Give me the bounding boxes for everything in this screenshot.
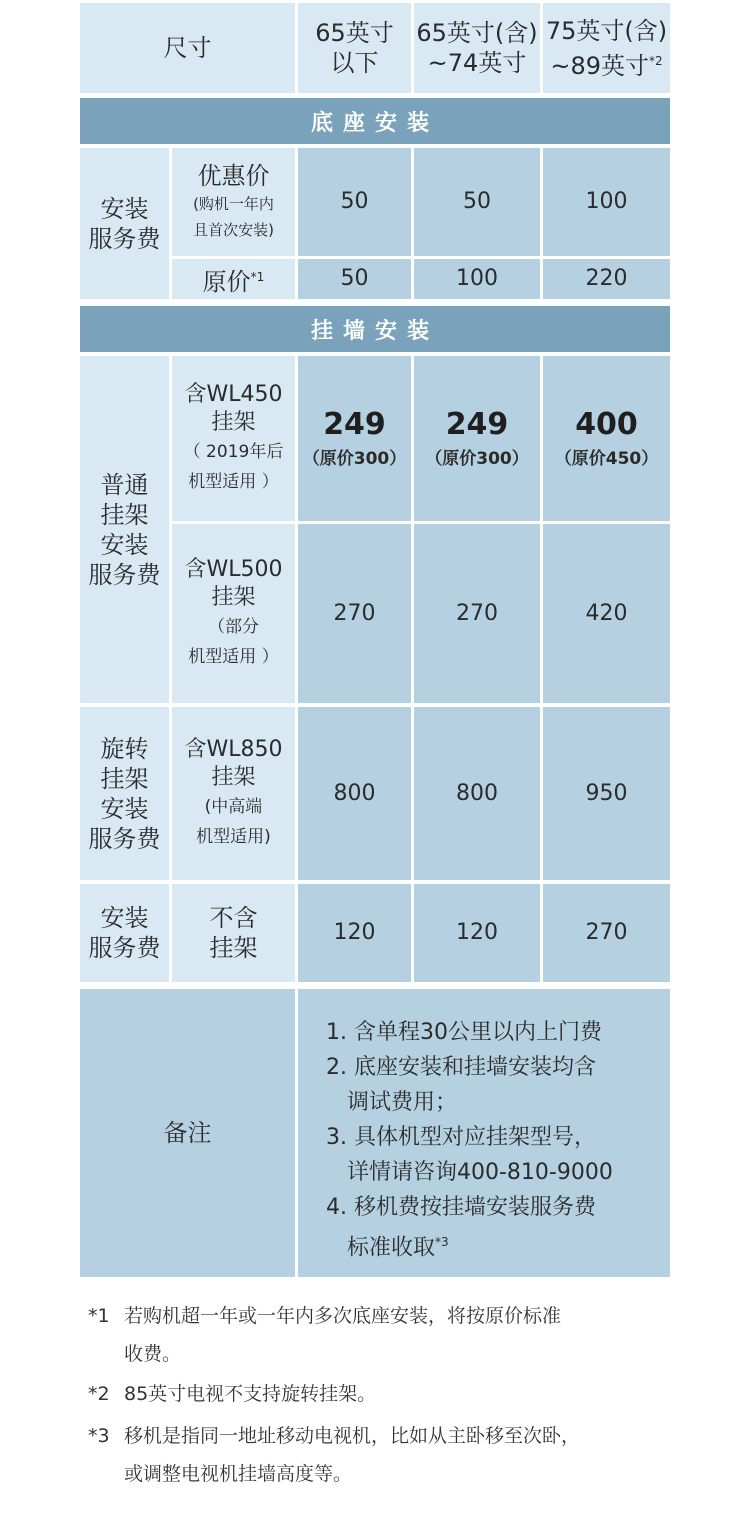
normal-label-line: 服务费: [88, 560, 161, 589]
header-col-3-line-2: [550, 46, 662, 81]
noframe-price-value: 120: [456, 920, 498, 945]
remark-line: 4. 移机费按挂墙安装服务费: [326, 1195, 596, 1220]
wl450-label-line-1: 含WL450: [184, 381, 283, 407]
wl850-note-line-2: 机型适用): [196, 826, 271, 847]
wl450-label-cell: [172, 356, 295, 521]
base-section-title: [80, 98, 670, 144]
promo-price-col-2: [414, 148, 540, 256]
wl850-price-value: 950: [585, 780, 628, 806]
orig-price-col-1: [298, 259, 411, 299]
promo-price-value: 100: [585, 189, 628, 214]
promo-price-value: 50: [340, 189, 369, 214]
remark-line: 1. 含单程30公里以内上门费: [326, 1020, 602, 1045]
promo-price-col-1: [298, 148, 411, 256]
noframe-label-line-1: 不含: [209, 904, 258, 932]
noframe-label-line-2: 挂架: [209, 934, 258, 962]
promo-label: 优惠价: [197, 162, 270, 190]
wl500-label-cell: [172, 524, 295, 703]
header-col-3-line-1: 75英寸(含): [545, 16, 668, 45]
noframe-service-line-2: 服务费: [88, 934, 161, 962]
rotate-label-line: 旋转: [100, 734, 149, 763]
wl850-label-line-2: 挂架: [211, 764, 256, 790]
orig-label: 原价: [202, 267, 251, 296]
rotate-bracket-label: [80, 707, 169, 880]
footnote-2-line-1: [88, 1375, 376, 1413]
remark-line-text: 标准收取: [347, 1235, 436, 1261]
normal-bracket-label: [80, 356, 169, 703]
wl450-note-line-2: 机型适用 ）: [188, 471, 279, 492]
wl450-orig-price: （原价300）: [425, 448, 529, 469]
promo-note-line-1: (购机一年内: [193, 195, 274, 213]
wl450-price-col-1: [298, 356, 411, 521]
normal-label-line: 普通: [100, 470, 149, 499]
wl450-promo-price: 400: [575, 406, 638, 442]
wl500-label-line-1: 含WL500: [184, 556, 283, 582]
wl850-price-col-1: [298, 707, 411, 880]
footnote-1-line-2: 收费。: [124, 1343, 182, 1365]
footnote-3-text: 移机是指同一地址移动电视机，比如从主卧移至次卧，: [124, 1425, 581, 1447]
wl450-orig-price: （原价450）: [554, 448, 659, 469]
header-col-1-line-1: 65英寸: [315, 19, 394, 47]
noframe-price-value: 120: [333, 920, 376, 945]
header-col-2-line-1: 65英寸(含): [416, 19, 538, 47]
wl500-price-col-1: [298, 524, 411, 703]
size-label: 尺寸: [163, 34, 212, 62]
orig-label-cell: [172, 259, 295, 299]
wl850-label-line-1: 含WL850: [184, 736, 283, 762]
footnote-3-mark: *3: [88, 1425, 110, 1447]
remark-line: 详情请咨询400-810-9000: [347, 1160, 613, 1185]
footnote-1: [88, 1297, 561, 1373]
remark-line: 2. 底座安装和挂墙安装均含: [326, 1055, 596, 1080]
wl450-orig-price: （原价300）: [302, 448, 407, 469]
wl500-price-col-2: [414, 524, 540, 703]
remark-line: 调试费用；: [347, 1090, 458, 1115]
footnote-3-line-1: [88, 1417, 580, 1455]
header-size-cell: [80, 3, 295, 93]
promo-price-value: 50: [463, 189, 491, 214]
noframe-service-line-1: 安装: [100, 904, 149, 932]
header-col-2-line-2: ~74英寸: [427, 49, 527, 77]
wl450-promo-price: 249: [323, 406, 386, 442]
rotate-label-line: 挂架: [100, 764, 149, 793]
remarks-label-cell: [80, 989, 295, 1277]
promo-label-cell: [172, 148, 295, 256]
wl500-price-value: 420: [585, 600, 628, 626]
orig-price-value: 100: [456, 266, 498, 291]
wl450-note-line-1: （ 2019年后: [183, 441, 284, 462]
promo-note-line-2: 且首次安装): [193, 221, 274, 239]
footnote-2-mark: *2: [88, 1383, 110, 1405]
orig-price-col-2: [414, 259, 540, 299]
wl500-price-value: 270: [333, 600, 376, 626]
noframe-price-col-1: [298, 884, 411, 982]
remark-line: [326, 1225, 670, 1265]
footnote-2: [88, 1375, 376, 1413]
orig-price-value: 50: [340, 266, 369, 291]
orig-price-col-3: [543, 259, 670, 299]
footnote-1-mark: *1: [88, 1305, 110, 1327]
wall-section-title-text: 挂墙安装: [310, 318, 439, 344]
noframe-price-col-3: [543, 884, 670, 982]
rotate-label-line: 服务费: [88, 824, 161, 853]
rotate-label-line: 安装: [100, 794, 149, 823]
footnote-1-line-1: [88, 1297, 561, 1335]
orig-price-value: 220: [585, 266, 628, 291]
wl500-note-line-2: 机型适用 ）: [188, 646, 279, 667]
wl850-label-cell: [172, 707, 295, 880]
wl450-promo-price: 249: [445, 406, 509, 442]
noframe-label-cell: [172, 884, 295, 982]
header-col-1-line-2: 以下: [330, 49, 379, 77]
promo-price-col-3: [543, 148, 670, 256]
remark-line: 3. 具体机型对应挂架型号，: [326, 1125, 596, 1150]
noframe-price-col-2: [414, 884, 540, 982]
footnote-mark-2: *2: [649, 53, 663, 68]
wl450-price-col-3: [543, 356, 670, 521]
noframe-price-value: 270: [585, 920, 628, 945]
remarks-content: [298, 989, 670, 1277]
wl450-label-line-2: 挂架: [211, 409, 256, 435]
footnote-3-line-2: 或调整电视机挂墙高度等。: [124, 1463, 353, 1485]
remarks-label: 备注: [163, 1119, 212, 1147]
wl500-price-col-3: [543, 524, 670, 703]
footnote-mark-1: *1: [250, 269, 265, 284]
wl850-price-value: 800: [456, 780, 498, 806]
header-col-1: [298, 3, 411, 93]
normal-label-line: 挂架: [100, 500, 149, 529]
wall-section-title: [80, 306, 670, 352]
base-service-label: [80, 148, 169, 299]
header-col-3-line-2-text: ~89英寸: [550, 51, 649, 80]
wl500-label-line-2: 挂架: [211, 584, 256, 610]
wl850-price-col-3: [543, 707, 670, 880]
header-col-3: [543, 3, 670, 93]
noframe-service-label: [80, 884, 169, 982]
base-section-title-text: 底座安装: [310, 110, 439, 136]
orig-label-wrap: [203, 262, 265, 297]
base-service-label-line-2: 服务费: [88, 224, 161, 253]
wl450-price-col-2: [414, 356, 540, 521]
footnote-1-text: 若购机超一年或一年内多次底座安装，将按原价标准: [124, 1305, 562, 1327]
header-col-2: [414, 3, 540, 93]
footnote-3: [88, 1417, 580, 1493]
wl500-note-line-1: （部分: [208, 616, 259, 637]
wl850-price-col-2: [414, 707, 540, 880]
wl850-price-value: 800: [333, 780, 376, 806]
wl850-note-line-1: (中高端: [204, 796, 263, 817]
wl500-price-value: 270: [456, 600, 498, 626]
footnote-2-text: 85英寸电视不支持旋转挂架。: [124, 1383, 377, 1405]
normal-label-line: 安装: [100, 530, 149, 559]
base-service-label-line-1: 安装: [100, 194, 149, 223]
footnote-mark-3: *3: [435, 1235, 449, 1249]
